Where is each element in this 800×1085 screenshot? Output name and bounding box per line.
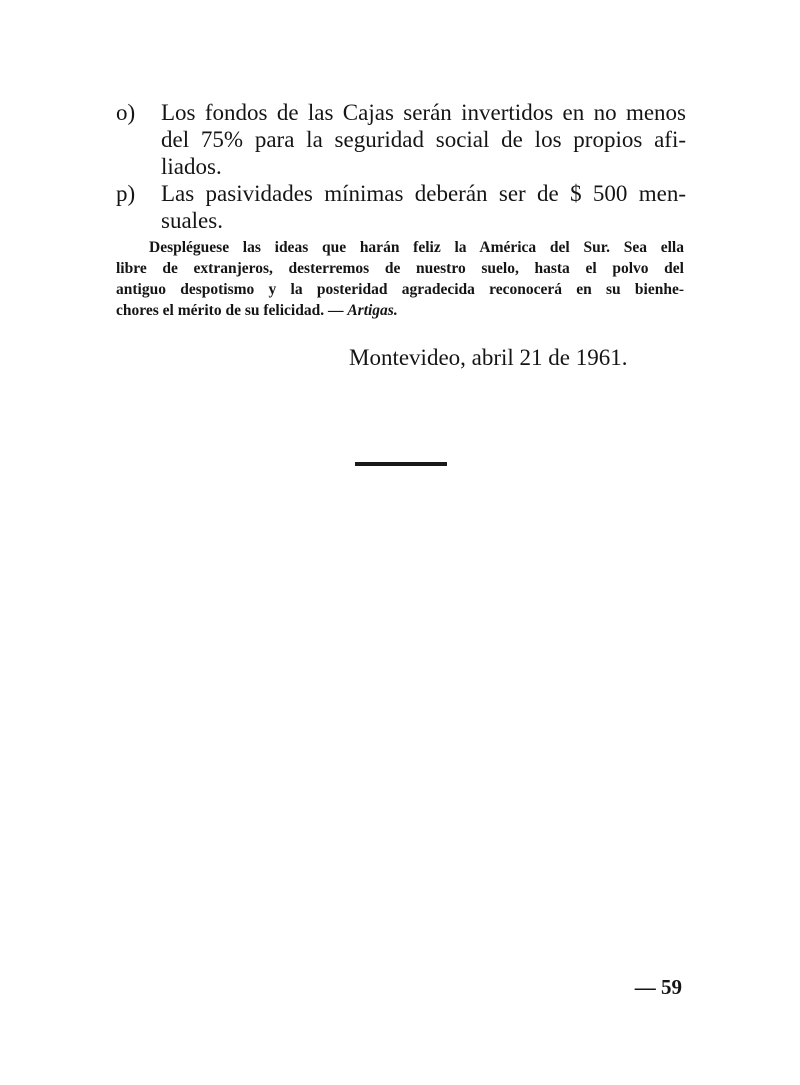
item-letter: o) xyxy=(116,100,136,125)
item-line: del 75% para la seguridad social de los propios afi- xyxy=(161,127,686,152)
quote-author: Artigas. xyxy=(347,302,398,319)
list-item-p xyxy=(116,180,686,234)
list-item-o xyxy=(116,99,686,180)
quote-last-line xyxy=(116,300,684,321)
item-line: liados. xyxy=(161,154,222,179)
quote-line: antiguo despotismo y la posteridad agradecida reconocerá en su bienhe- xyxy=(116,281,684,298)
item-letter: p) xyxy=(116,181,136,206)
quote-line: libre de extranjeros, desterremos de nuestro suelo, hasta el polvo del xyxy=(116,260,684,277)
item-line: Los fondos de las Cajas serán invertidos en no menos xyxy=(161,100,686,125)
quote-line: chores el mérito de su felicidad. — xyxy=(116,302,344,319)
place-date: Montevideo, abril 21 de 1961. xyxy=(349,345,628,370)
item-line: suales. xyxy=(161,208,223,233)
page-number: — 59 xyxy=(634,975,682,999)
quote-line: Despléguese las ideas que harán feliz la América del Sur. Sea ella xyxy=(149,239,684,256)
section-divider xyxy=(355,462,447,466)
item-line: Las pasividades mínimas deberán ser de $ 500 men- xyxy=(161,181,686,206)
artigas-quote xyxy=(116,237,684,321)
